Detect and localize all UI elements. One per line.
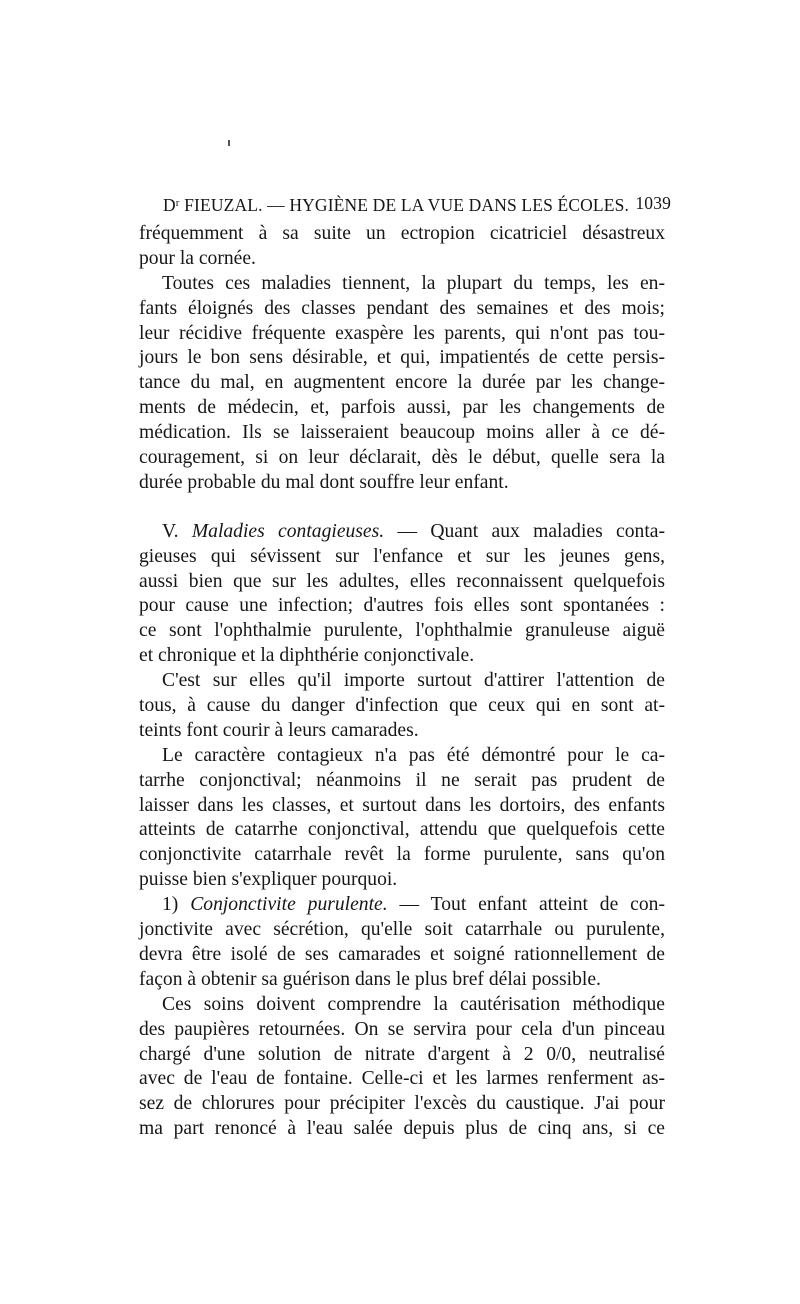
text-line: fants éloignés des classes pendant des semaines et des mois; (139, 297, 665, 319)
text-line: Le caractère contagieux n'a pas été démontré pour le ca- (162, 744, 665, 766)
text-line: conjonctivite catarrhale revêt la forme purulente, sans qu'on (139, 844, 665, 866)
text-line: tous, à cause du danger d'infection que ceux qui en sont at- (139, 695, 665, 717)
section-maladies-contagieuses (139, 520, 665, 669)
item-heading-rest: — Tout enfant atteint de con- (387, 894, 665, 916)
text-line: atteints de catarrhe conjonctival, attendu que quelquefois cette (139, 819, 665, 841)
text-line: avec de l'eau de fontaine. Celle-ci et les larmes renferment as- (139, 1068, 665, 1090)
section-title: Maladies contagieuses. (191, 520, 385, 542)
paragraph-continuation (139, 222, 665, 272)
text-line: puisse bien s'expliquer pourquoi. (139, 869, 398, 891)
text-line: pour la cornée. (139, 247, 256, 269)
item-heading-line (139, 893, 665, 918)
text-line: façon à obtenir sa guérison dans le plus bref délai possible. (139, 968, 601, 990)
author-initial-superscript: r (175, 197, 180, 209)
item-number: 1) (162, 894, 191, 916)
item-conjonctivite-purulente (139, 893, 665, 993)
section-heading-line (139, 520, 665, 545)
item-title: Conjonctivite purulente. (190, 894, 388, 916)
section-spacer (139, 496, 665, 520)
author-initial: D (163, 195, 176, 215)
text-line: et chronique et la diphthérie conjonctivale. (139, 645, 475, 667)
text-line: tance du mal, en augmentent encore la durée par les change- (139, 372, 665, 394)
paragraph (139, 744, 665, 893)
body-text (139, 222, 665, 1142)
text-line: ce sont l'ophthalmie purulente, l'ophthalmie granuleuse aiguë (139, 620, 665, 642)
text-line: leur récidive fréquente exaspère les parents, qui n'ont pas tou- (139, 322, 665, 344)
page-number: 1039 (635, 193, 671, 213)
text-line: jours le bon sens désirable, et qui, impatientés de cette persis- (139, 347, 665, 369)
text-line: des paupières retournées. On se servira pour cela d'un pinceau (139, 1018, 665, 1040)
text-line: gieuses qui sévissent sur l'enfance et sur les jeunes gens, (139, 545, 665, 567)
text-line: fréquemment à sa suite un ectropion cicatriciel désastreux (139, 223, 665, 244)
text-line: pour cause une infection; d'autres fois elles sont spontanées : (139, 595, 665, 617)
paragraph (139, 993, 665, 1142)
text-line: Toutes ces maladies tiennent, la plupart du temps, les en- (162, 272, 665, 294)
text-line: durée probable du mal dont souffre leur enfant. (139, 471, 509, 493)
text-line: couragement, si on leur déclarait, dès le début, quelle sera la (139, 447, 665, 469)
text-line: devra être isolé de ses camarades et soigné rationnellement de (139, 943, 665, 965)
paragraph (139, 669, 665, 744)
text-line: Ces soins doivent comprendre la cautérisation méthodique (162, 993, 665, 1015)
paragraph (139, 272, 665, 496)
section-number: V. (162, 520, 192, 542)
running-head-title (163, 192, 629, 216)
text-line: C'est sur elles qu'il importe surtout d'attirer l'attention de (162, 670, 665, 692)
section-heading-rest: — Quant aux maladies conta- (384, 520, 665, 542)
text-line: aussi bien que sur les adultes, elles reconnaissent quelquefois (139, 570, 665, 592)
running-head-text: FIEUZAL. — HYGIÈNE DE LA VUE DANS LES ÉCOLES. (179, 195, 630, 215)
text-line: teints font courir à leurs camarades. (139, 719, 419, 741)
text-line: laisser dans les classes, et surtout dans les dortoirs, des enfants (139, 794, 665, 816)
text-line: médication. Ils se laisseraient beaucoup moins aller à ce dé- (139, 422, 665, 444)
running-head (163, 192, 671, 214)
text-line: chargé d'une solution de nitrate d'argent à 2 0/0, neutralisé (139, 1043, 665, 1065)
text-line: sez de chlorures pour précipiter l'excès du caustique. J'ai pour (139, 1093, 665, 1115)
text-line: jonctivite avec sécrétion, qu'elle soit catarrhale ou purulente, (139, 919, 665, 941)
text-line: ma part renoncé à l'eau salée depuis plus de cinq ans, si ce (139, 1118, 665, 1140)
text-line: tarrhe conjonctival; néanmoins il ne serait pas prudent de (139, 769, 665, 791)
text-line: ments de médecin, et, parfois aussi, par les changements de (139, 397, 665, 419)
margin-mark (228, 140, 230, 146)
